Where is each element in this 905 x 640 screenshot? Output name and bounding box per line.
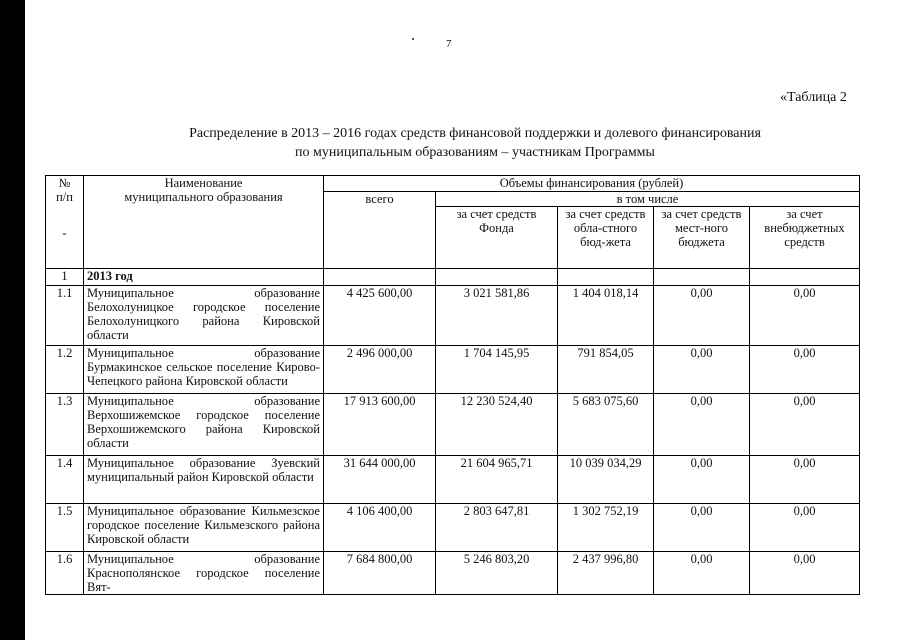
row-num: 1.4: [46, 456, 84, 504]
header-num-line1: №: [58, 176, 71, 190]
table-reference: «Таблица 2: [780, 90, 847, 105]
row-extra: 0,00: [750, 346, 860, 394]
row-fund: 2 803 647,81: [436, 504, 558, 552]
row-local: 0,00: [654, 394, 750, 456]
row-regional: 10 039 034,29: [558, 456, 654, 504]
row-fund: 12 230 524,40: [436, 394, 558, 456]
row-extra: 0,00: [750, 552, 860, 595]
row-extra: 0,00: [750, 456, 860, 504]
row-extra: 0,00: [750, 394, 860, 456]
row-local: 0,00: [654, 286, 750, 346]
row-name: Муниципальное образование Верхошижемское городское поселение Верхошижемского района Кировской области: [84, 394, 324, 456]
row-name: Муниципальное образование Кильмезское городское поселение Кильмезского района Кировской области: [84, 504, 324, 552]
row-regional: 1 302 752,19: [558, 504, 654, 552]
header-num-dash: -: [62, 226, 67, 240]
table-row: [46, 394, 860, 456]
row-num: 1.1: [46, 286, 84, 346]
row-fund: 21 604 965,71: [436, 456, 558, 504]
document-title-line-1: Распределение в 2013 – 2016 годах средств финансовой поддержки и долевого финансирования: [189, 126, 761, 141]
scan-speck: [412, 38, 414, 40]
row-fund: 1 704 145,95: [436, 346, 558, 394]
row-name: Муниципальное образование Белохолуницкое городское поселение Белохолуницкого района Кировской области: [84, 286, 324, 346]
document-title-line-2: по муниципальным образованиям – участникам Программы: [295, 145, 655, 160]
header-including: в том числе: [436, 192, 860, 207]
table-row: [46, 552, 860, 595]
section-num: 1: [46, 269, 84, 286]
row-name: Муниципальное образование Краснополянское городское поселение Вят-: [84, 552, 324, 595]
scan-edge-bar: [0, 0, 25, 640]
row-extra: 0,00: [750, 286, 860, 346]
row-local: 0,00: [654, 346, 750, 394]
row-local: 0,00: [654, 552, 750, 595]
row-fund: 5 246 803,20: [436, 552, 558, 595]
table-row: [46, 286, 860, 346]
section-label: 2013 год: [84, 269, 324, 286]
row-fund: 3 021 581,86: [436, 286, 558, 346]
financing-table: [45, 175, 860, 595]
row-regional: 1 404 018,14: [558, 286, 654, 346]
row-num: 1.3: [46, 394, 84, 456]
table-row: [46, 456, 860, 504]
row-regional: 5 683 075,60: [558, 394, 654, 456]
row-extra: 0,00: [750, 504, 860, 552]
header-local: за счет средств мест-ного бюджета: [654, 207, 750, 269]
row-regional: 2 437 996,80: [558, 552, 654, 595]
header-extra: за счет внебюджетных средств: [750, 207, 860, 269]
table-row: [46, 346, 860, 394]
header-regional: за счет средств обла-стного бюд-жета: [558, 207, 654, 269]
row-name: Муниципальное образование Зуевский муниципальный район Кировской области: [84, 456, 324, 504]
row-regional: 791 854,05: [558, 346, 654, 394]
header-name-line2: муниципального образования: [124, 190, 283, 204]
row-num: 1.2: [46, 346, 84, 394]
row-total: 4 425 600,00: [324, 286, 436, 346]
row-total: 4 106 400,00: [324, 504, 436, 552]
row-total: 17 913 600,00: [324, 394, 436, 456]
page-number: 7: [446, 38, 452, 50]
row-total: 2 496 000,00: [324, 346, 436, 394]
header-volumes: Объемы финансирования (рублей): [324, 176, 860, 192]
row-total: 31 644 000,00: [324, 456, 436, 504]
table-row: [46, 504, 860, 552]
header-name-line1: Наименование: [164, 176, 243, 190]
section-row: [46, 269, 860, 286]
header-name: [84, 176, 324, 269]
header-total: всего: [324, 192, 436, 269]
row-local: 0,00: [654, 504, 750, 552]
row-num: 1.5: [46, 504, 84, 552]
header-num: [46, 176, 84, 269]
row-name: Муниципальное образование Бурмакинское сельское поселение Кирово-Чепецкого района Кировской области: [84, 346, 324, 394]
header-num-line2: п/п: [56, 190, 73, 204]
header-fund: за счет средств Фонда: [436, 207, 558, 269]
row-total: 7 684 800,00: [324, 552, 436, 595]
row-local: 0,00: [654, 456, 750, 504]
row-num: 1.6: [46, 552, 84, 595]
